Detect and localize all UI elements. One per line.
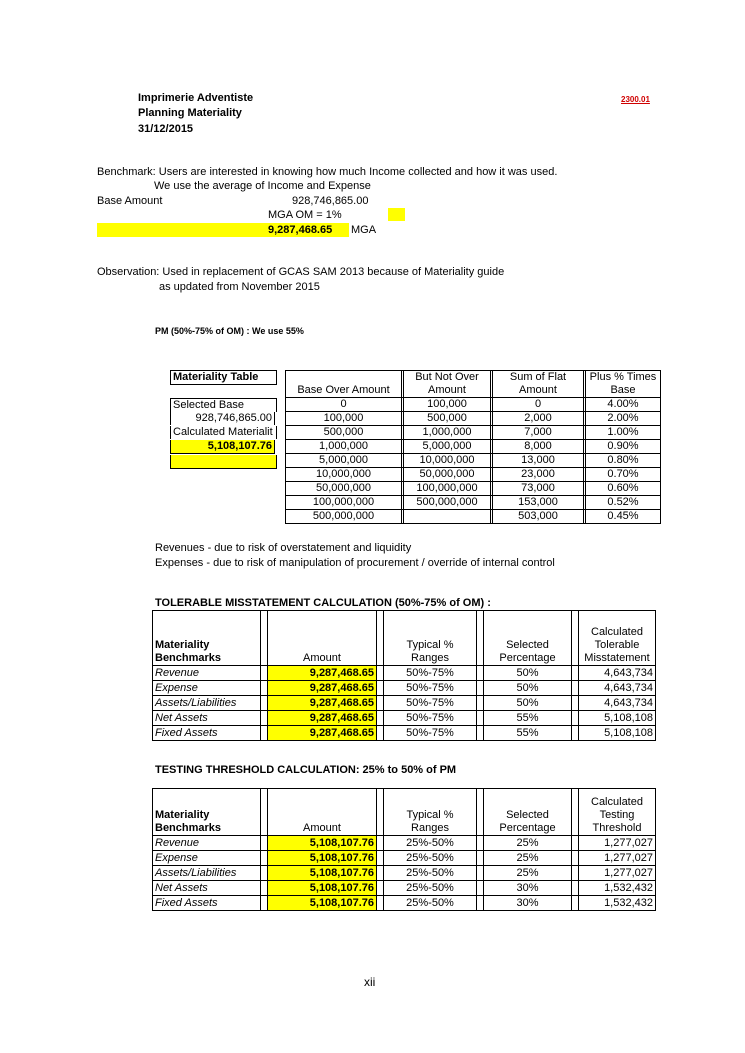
- materiality-rows: [286, 398, 661, 524]
- benchmark-name: Expense: [153, 851, 261, 866]
- pct-cell: 4.00%: [586, 398, 661, 412]
- flat-amount-cell: 153,000: [493, 496, 584, 510]
- amount-cell: 9,287,468.65: [268, 666, 377, 681]
- selected-pct-cell: 50%: [484, 696, 572, 711]
- benchmark-name: Assets/Liabilities: [153, 696, 261, 711]
- testing-head-ranges: [384, 789, 477, 836]
- amount-cell: 5,108,107.76: [268, 866, 377, 881]
- testing-head-amount: Amount: [268, 789, 377, 836]
- tolerable-row: [153, 711, 656, 726]
- base-over-cell: 50,000,000: [286, 482, 402, 496]
- range-cell: 50%-75%: [384, 681, 477, 696]
- tolerable-row: [153, 726, 656, 741]
- materiality-row: [286, 412, 661, 426]
- materiality-header-row: [286, 371, 661, 398]
- amount-cell: 9,287,468.65: [268, 711, 377, 726]
- testing-head-selected: [484, 789, 572, 836]
- header-not-over-line-2: Amount: [428, 384, 466, 396]
- header-plus-pct: [586, 371, 661, 398]
- amount-cell: 5,108,107.76: [268, 836, 377, 851]
- benchmark-name: Revenue: [153, 666, 261, 681]
- materiality-table-title: Materiality Table: [170, 370, 277, 385]
- base-over-cell: 100,000: [286, 412, 402, 426]
- benchmark-name: Revenue: [153, 836, 261, 851]
- benchmark-line-1: Benchmark: Users are interested in knowing how much Income collected and how it was used.: [97, 166, 558, 178]
- pct-cell: 2.00%: [586, 412, 661, 426]
- not-over-cell: 10,000,000: [404, 454, 491, 468]
- pm-note: PM (50%-75% of OM) : We use 55%: [155, 326, 304, 336]
- head-bench-line-1: Materiality: [155, 639, 210, 651]
- tolerable-head-ranges: [384, 611, 477, 666]
- observation-line-1: Observation: Used in replacement of GCAS SAM 2013 because of Materiality guide: [97, 266, 505, 278]
- amount-cell: 9,287,468.65: [268, 696, 377, 711]
- t-head-ranges-line-2: Ranges: [411, 822, 449, 834]
- t-head-calc-line-1: Calculated: [591, 796, 643, 808]
- not-over-cell: 1,000,000: [404, 426, 491, 440]
- testing-rows: [153, 836, 656, 911]
- calculated-cell: 1,277,027: [579, 866, 656, 881]
- tolerable-row: [153, 666, 656, 681]
- header-plus-pct-line-2: Base: [610, 384, 636, 396]
- calculated-cell: 1,277,027: [579, 851, 656, 866]
- not-over-cell: 5,000,000: [404, 440, 491, 454]
- tolerable-head-calc: [579, 611, 656, 666]
- base-over-cell: 500,000,000: [286, 510, 402, 524]
- t-head-calc-line-3: Threshold: [592, 822, 642, 834]
- materiality-table: [285, 370, 661, 524]
- testing-head-bench: [153, 789, 261, 836]
- materiality-row: [286, 510, 661, 524]
- flat-amount-cell: 13,000: [493, 454, 584, 468]
- selected-pct-cell: 25%: [484, 866, 572, 881]
- flat-amount-cell: 7,000: [493, 426, 584, 440]
- header-not-over-line: But Not Over: [415, 371, 479, 383]
- range-cell: 50%-75%: [384, 696, 477, 711]
- tolerable-header-row: [153, 611, 656, 666]
- calculated-cell: 1,532,432: [579, 881, 656, 896]
- selected-pct-cell: 30%: [484, 881, 572, 896]
- om-label: MGA OM = 1%: [268, 209, 342, 221]
- doc-date: 31/12/2015: [138, 123, 194, 135]
- t-head-selected-line-2: Percentage: [499, 822, 556, 834]
- head-selected-line-2: Percentage: [499, 652, 556, 664]
- selected-pct-cell: 55%: [484, 711, 572, 726]
- pct-cell: 0.90%: [586, 440, 661, 454]
- reference-link[interactable]: 2300.01: [621, 95, 650, 104]
- amount-cell: 5,108,107.76: [268, 896, 377, 911]
- testing-row: [153, 836, 656, 851]
- materiality-row: [286, 496, 661, 510]
- calculated-cell: 5,108,108: [579, 711, 656, 726]
- selected-base-value: 928,746,865.00: [170, 412, 275, 425]
- header-sum-flat-line: Sum of Flat: [509, 371, 567, 383]
- base-over-cell: 5,000,000: [286, 454, 402, 468]
- selected-pct-cell: 30%: [484, 896, 572, 911]
- head-calc-line-1: Calculated: [591, 626, 643, 638]
- tolerable-head-amount: Amount: [268, 611, 377, 666]
- t-head-bench-line-2: Benchmarks: [155, 822, 222, 834]
- amount-cell: 9,287,468.65: [268, 726, 377, 741]
- amount-cell: 5,108,107.76: [268, 851, 377, 866]
- tolerable-row: [153, 696, 656, 711]
- benchmark-name: Fixed Assets: [153, 726, 261, 741]
- t-head-bench-line-1: Materiality: [155, 809, 210, 821]
- not-over-cell: 100,000: [404, 398, 491, 412]
- selected-pct-cell: 25%: [484, 836, 572, 851]
- not-over-cell: 100,000,000: [404, 482, 491, 496]
- testing-head-calc: [579, 789, 656, 836]
- amount-cell: 5,108,107.76: [268, 881, 377, 896]
- t-head-calc-line-2: Testing: [599, 809, 635, 821]
- testing-row: [153, 896, 656, 911]
- flat-amount-cell: 73,000: [493, 482, 584, 496]
- range-cell: 25%-50%: [384, 896, 477, 911]
- header-sum-flat-line-2: Amount: [519, 384, 557, 396]
- tolerable-title: TOLERABLE MISSTATEMENT CALCULATION (50%-75% of OM) :: [155, 597, 491, 609]
- pct-cell: 0.52%: [586, 496, 661, 510]
- calculated-materiality-value: 5,108,107.76: [170, 440, 275, 454]
- flat-amount-cell: 0: [493, 398, 584, 412]
- calculated-cell: 1,532,432: [579, 896, 656, 911]
- benchmark-line-2: We use the average of Income and Expense: [154, 180, 371, 192]
- observation-line-2: as updated from November 2015: [159, 281, 320, 293]
- selected-pct-cell: 50%: [484, 681, 572, 696]
- calculated-cell: 5,108,108: [579, 726, 656, 741]
- org-name: Imprimerie Adventiste: [138, 92, 254, 104]
- selected-pct-cell: 50%: [484, 666, 572, 681]
- pct-cell: 0.60%: [586, 482, 661, 496]
- flat-amount-cell: 503,000: [493, 510, 584, 524]
- materiality-row: [286, 468, 661, 482]
- t-head-ranges-line-1: Typical %: [406, 809, 454, 821]
- head-calc-line-3: Misstatement: [584, 652, 650, 664]
- empty-yellow-cell: [170, 455, 277, 469]
- range-cell: 25%-50%: [384, 866, 477, 881]
- testing-title: TESTING THRESHOLD CALCULATION: 25% to 50% of PM: [155, 764, 457, 776]
- materiality-row: [286, 440, 661, 454]
- benchmark-name: Net Assets: [153, 881, 261, 896]
- flat-amount-cell: 2,000: [493, 412, 584, 426]
- tolerable-row: [153, 681, 656, 696]
- testing-header-row: [153, 789, 656, 836]
- not-over-cell: 500,000: [404, 412, 491, 426]
- range-cell: 25%-50%: [384, 881, 477, 896]
- range-cell: 25%-50%: [384, 836, 477, 851]
- not-over-cell: [404, 510, 491, 524]
- head-ranges-line-1: Typical %: [406, 639, 454, 651]
- om-value: 9,287,468.65: [268, 224, 333, 236]
- tolerable-table: [152, 610, 656, 741]
- t-head-selected-line-1: Selected: [506, 809, 549, 821]
- testing-row: [153, 866, 656, 881]
- selected-pct-cell: 55%: [484, 726, 572, 741]
- selected-pct-cell: 25%: [484, 851, 572, 866]
- range-cell: 50%-75%: [384, 726, 477, 741]
- not-over-cell: 500,000,000: [404, 496, 491, 510]
- calculated-cell: 1,277,027: [579, 836, 656, 851]
- amount-cell: 9,287,468.65: [268, 681, 377, 696]
- materiality-row: [286, 482, 661, 496]
- pct-cell: 0.45%: [586, 510, 661, 524]
- base-amount-label: Base Amount: [97, 195, 163, 207]
- pct-cell: 0.80%: [586, 454, 661, 468]
- doc-title: Planning Materiality: [138, 107, 242, 119]
- head-calc-line-2: Tolerable: [594, 639, 640, 651]
- highlight-cell: [388, 208, 405, 221]
- risk-note-expenses: Expenses - due to risk of manipulation of procurement / override of internal control: [155, 557, 555, 569]
- header-not-over: [404, 371, 491, 398]
- base-over-cell: 10,000,000: [286, 468, 402, 482]
- pct-cell: 1.00%: [586, 426, 661, 440]
- testing-row: [153, 881, 656, 896]
- materiality-row: [286, 398, 661, 412]
- range-cell: 50%-75%: [384, 711, 477, 726]
- benchmark-name: Net Assets: [153, 711, 261, 726]
- benchmark-name: Assets/Liabilities: [153, 866, 261, 881]
- tolerable-head-bench: [153, 611, 261, 666]
- header-plus-pct-line: Plus % Times: [589, 371, 657, 383]
- page-number: xii: [364, 975, 376, 989]
- om-unit: MGA: [351, 224, 377, 236]
- pct-cell: 0.70%: [586, 468, 661, 482]
- calculated-cell: 4,643,734: [579, 696, 656, 711]
- selected-base-label: Selected Base: [170, 398, 277, 412]
- base-amount-value: 928,746,865.00: [292, 195, 369, 207]
- not-over-cell: 50,000,000: [404, 468, 491, 482]
- materiality-row: [286, 426, 661, 440]
- risk-note-revenues: Revenues - due to risk of overstatement and liquidity: [155, 542, 412, 554]
- calculated-materiality-label: Calculated Materialit: [170, 426, 277, 439]
- base-over-cell: 1,000,000: [286, 440, 402, 454]
- benchmark-name: Expense: [153, 681, 261, 696]
- base-over-cell: 0: [286, 398, 402, 412]
- flat-amount-cell: 23,000: [493, 468, 584, 482]
- tolerable-rows: [153, 666, 656, 741]
- calculated-cell: 4,643,734: [579, 666, 656, 681]
- head-selected-line-1: Selected: [506, 639, 549, 651]
- header-base-over: Base Over Amount: [286, 371, 402, 398]
- head-bench-line-2: Benchmarks: [155, 652, 222, 664]
- materiality-row: [286, 454, 661, 468]
- range-cell: 25%-50%: [384, 851, 477, 866]
- testing-table: [152, 788, 656, 911]
- range-cell: 50%-75%: [384, 666, 477, 681]
- tolerable-head-selected: [484, 611, 572, 666]
- flat-amount-cell: 8,000: [493, 440, 584, 454]
- calculated-cell: 4,643,734: [579, 681, 656, 696]
- header-sum-flat: [493, 371, 584, 398]
- head-ranges-line-2: Ranges: [411, 652, 449, 664]
- testing-row: [153, 851, 656, 866]
- base-over-cell: 100,000,000: [286, 496, 402, 510]
- benchmark-name: Fixed Assets: [153, 896, 261, 911]
- materiality-side-box: [170, 370, 275, 470]
- base-over-cell: 500,000: [286, 426, 402, 440]
